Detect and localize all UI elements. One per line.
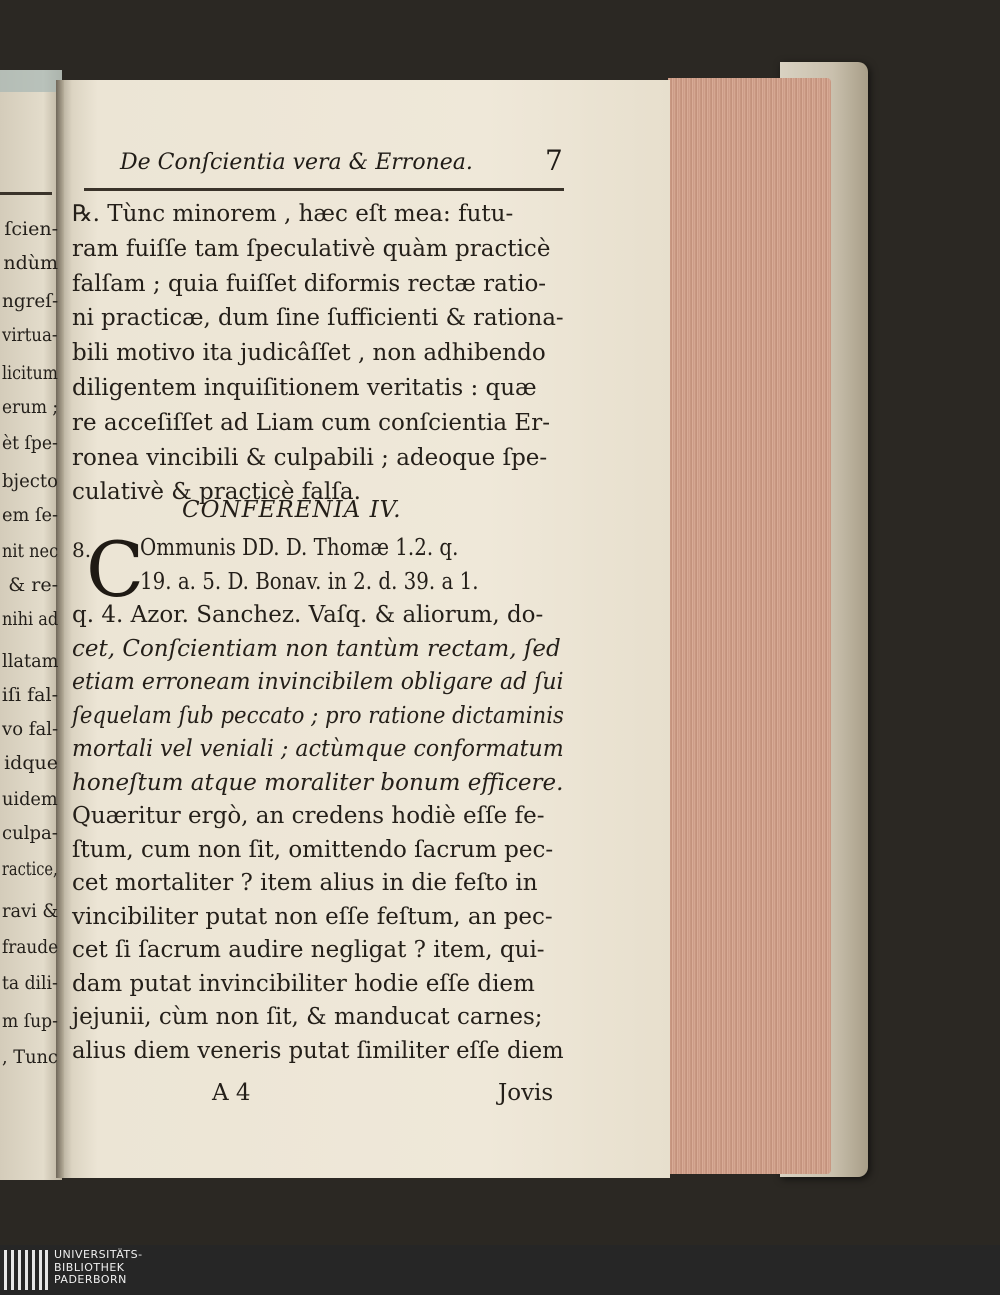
left-page-fragment: ndùm [3,252,58,274]
left-page-fragment: nit nec [1,540,58,562]
text-line: 19. a. 5. D. Bonav. in 2. d. 39. a 1. [140,568,479,595]
text-line: mortali vel veniali ; actùmque conformatum [72,736,564,762]
left-page-fragment: culpa- [2,822,58,844]
text-line: ni practicæ, dum ſine ſufficienti & rationa- [72,305,564,332]
left-page-fragment: iſi fal- [1,684,58,706]
text-line: ſtum, cum non ſit, omittendo ſacrum pec- [72,836,554,863]
signature-mark: A 4 [212,1080,251,1106]
library-footer-bar [0,1245,1000,1295]
text-line: alius diem veneris putat ſimiliter eſſe diem [72,1037,564,1064]
text-line: cet ſi ſacrum audire negligat ? item, qui- [72,937,545,963]
left-page-fragment: virtua- [2,324,58,346]
page-number: 7 [545,144,563,177]
left-page-fragment: em ſe- [2,504,58,526]
left-page-fragment: uidem [2,788,58,810]
section-title: CONFERENIA IV. [182,497,402,523]
text-line: ram fuiſſe tam ſpeculativè quàm practicè [72,235,551,262]
text-line: etiam erroneam invincibilem obligare ad ſui [72,669,564,695]
text-line: Quæritur ergò, an credens hodiè eſſe fe- [72,803,545,829]
text-line: ℞. Tùnc minorem , hæc eſt mea: futu- [72,201,514,227]
left-header-rule [0,192,52,195]
left-page-fragment: llatam [1,650,58,672]
left-page-fragment: idque [4,752,58,774]
left-page-fragment: èt ſpe- [2,432,58,454]
running-head: De Conſcientia vera & Erronea. [120,150,473,175]
left-page-fragment: ractice, [2,858,58,880]
header-rule [84,188,564,191]
left-page-fragment: , Tunc [2,1046,58,1068]
left-page-fragment: licitum [2,362,58,384]
left-page-fragment: ſcien- [4,218,58,240]
left-page-fragment: ravi & [1,900,58,922]
text-line: q. 4. Azor. Sanchez. Vaſq. & aliorum, do- [72,602,544,628]
text-line: jejunii, cùm non ſit, & manducat carnes; [72,1004,543,1030]
text-line: dam putat invincibiliter hodie eſſe diem [72,970,535,997]
left-page-fragment: ngreſ- [1,290,58,312]
text-line: honeſtum atque moraliter bonum efficere. [72,769,564,796]
text-line: cet mortaliter ? item alius in die feſto in [72,870,538,896]
library-name-line: BIBLIOTHEK [54,1260,125,1274]
left-page-fragment: vo fal- [1,718,58,740]
left-page-fragment: nihi ad [1,608,58,630]
paragraph-number: 8. [72,538,92,562]
text-line: Ommunis DD. D. Thomæ 1.2. q. [140,535,459,561]
library-name-line: PADERBORN [54,1273,127,1286]
library-name-line: UNIVERSITÄTS- [54,1248,143,1261]
text-line: re acceſiſſet ad Liam cum conſcientia Er- [72,409,550,436]
text-line: ronea vincibili & culpabili ; adeoque ſpe- [72,444,548,471]
page-edges [668,78,831,1174]
library-logo-icon [4,1250,48,1290]
left-page-fragment: & re- [8,574,58,596]
catchword: Jovis [498,1080,554,1106]
text-line: falſam ; quia fuiſſet diformis rectæ ratio- [72,270,547,297]
left-page-fragment: erum ; [1,396,58,418]
text-line: vincibiliter putat non eſſe feſtum, an pec- [72,903,553,930]
text-line: culativè & practicè falſa. [72,479,361,506]
left-page-fragment: m ſup- [2,1010,58,1032]
left-page-edge [0,70,62,92]
drop-cap: C [86,525,145,614]
library-name [54,1249,143,1287]
text-line: ſequelam ſub peccato ; pro ratione dictaminis [72,702,564,729]
text-line: diligentem inquiſitionem veritatis : quæ [72,375,537,401]
left-page-fragment: ta dili- [2,972,58,994]
left-page-fragment: fraude [1,936,58,958]
text-line: cet, Conſcientiam non tantùm rectam, ſed [72,635,561,662]
text-line: bili motivo ita judicâſſet , non adhibendo [72,340,546,367]
left-page-fragment: bjecto [1,470,58,492]
